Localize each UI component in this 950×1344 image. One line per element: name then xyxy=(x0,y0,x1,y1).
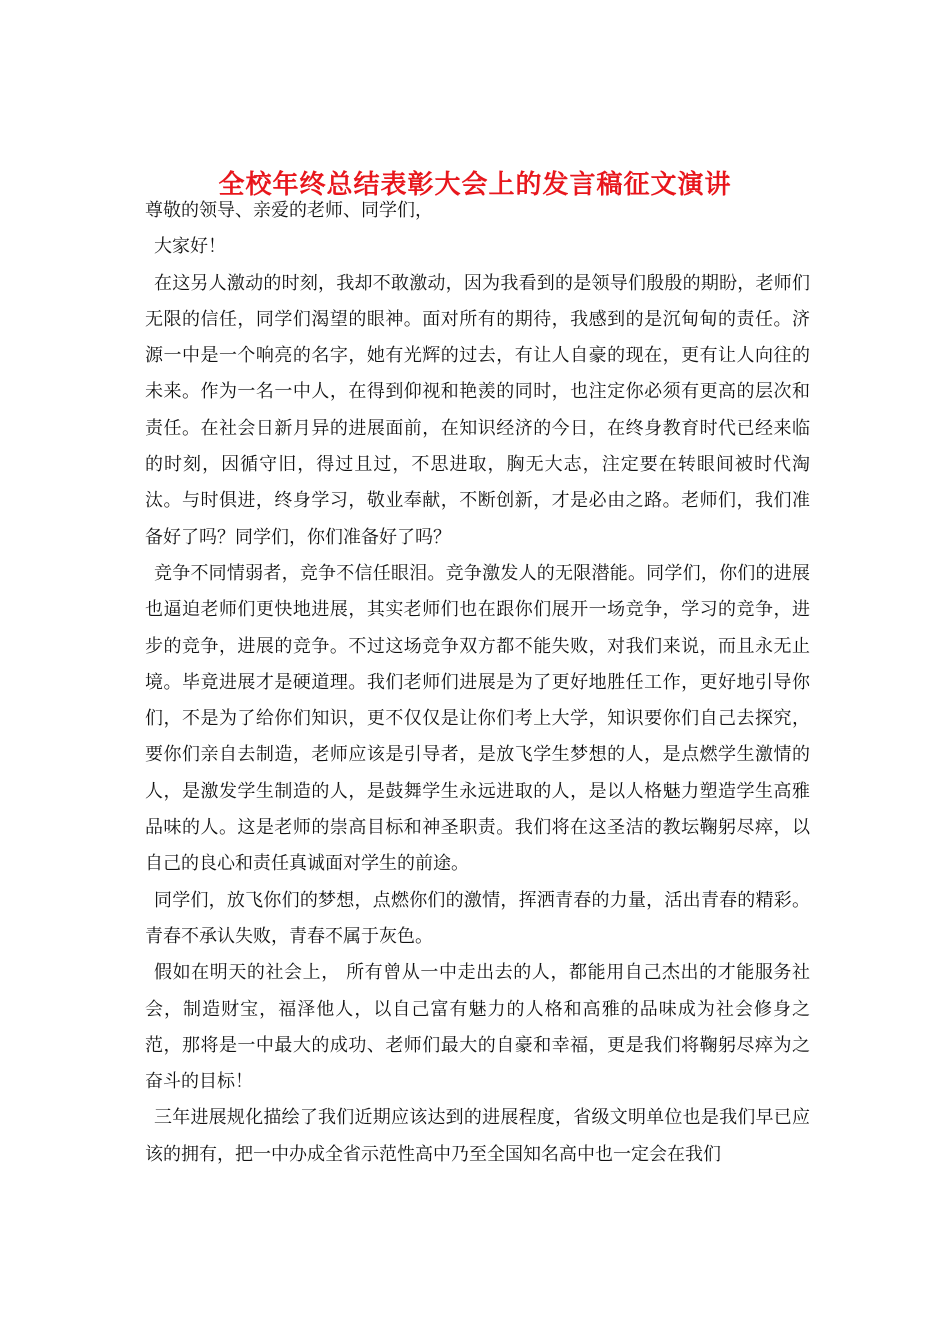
salutation: 尊敬的领导、亲爱的老师、同学们， xyxy=(145,200,433,221)
greeting: 大家好！ xyxy=(154,236,226,258)
paragraph: 三年进展规化描绘了我们近期应该达到的进展程度，省级文明单位也是我们早已应该的拥有，把一中办成全省示范性高中乃至全国知名高中也一定会在我们 xyxy=(145,1107,810,1165)
paragraph: 假如在明天的社会上， 所有曾从一中走出去的人，都能用自己杰出的才能服务社会，制造财宝，福泽他人，以自己富有魅力的人格和高雅的品味成为社会修身之范，那将是一中最大的成功、老师们最大的自豪和幸福，更是我们将鞠躬尽瘁为之奋斗的目标！ xyxy=(145,962,810,1093)
document-title: 全校年终总结表彰大会上的发言稿征文演讲 xyxy=(218,170,732,201)
paragraph: 同学们，放飞你们的梦想，点燃你们的激情，挥洒青春的力量，活出青春的精彩。青春不承认失败，青春不属于灰色。 xyxy=(145,889,810,947)
document-body xyxy=(145,193,810,1173)
paragraph: 竞争不同情弱者，竞争不信任眼泪。竞争激发人的无限潜能。同学们，你们的进展也逼迫老师们更快地进展，其实老师们也在跟你们展开一场竞争，学习的竞争，进步的竞争，进展的竞争。不过这场竞争双方都不能失败，对我们来说，而且永无止境。毕竟进展才是硬道理。我们老师们进展是为了更好地胜任工作，更好地引导你们，不是为了给你们知识，更不仅仅是让你们考上大学，知识要你们自己去探究，要你们亲自去制造，老师应该是引导者，是放飞学生梦想的人，是点燃学生激情的人，是激发学生制造的人，是鼓舞学生永远进取的人，是以人格魅力塑造学生高雅品味的人。这是老师的崇高目标和神圣职责。我们将在这圣洁的教坛鞠躬尽瘁，以自己的良心和责任真诚面对学生的前途。 xyxy=(145,562,810,875)
paragraph: 在这另人激动的时刻，我却不敢激动，因为我看到的是领导们殷殷的期盼，老师们无限的信任，同学们渴望的眼神。面对所有的期待，我感到的是沉甸甸的责任。济源一中是一个响亮的名字，她有光辉的过去，有让人自豪的现在，更有让人向往的未来。作为一名一中人，在得到仰视和艳羡的同时，也注定你必须有更高的层次和责任。在社会日新月异的进展面前，在知识经济的今日，在终身教育时代已经来临的时刻，因循守旧，得过且过，不思进取，胸无大志，注定要在转眼间被时代淘汰。与时俱进，终身学习，敬业奉献，不断创新，才是必由之路。老师们，我们准备好了吗？同学们，你们准备好了吗？ xyxy=(145,272,810,548)
